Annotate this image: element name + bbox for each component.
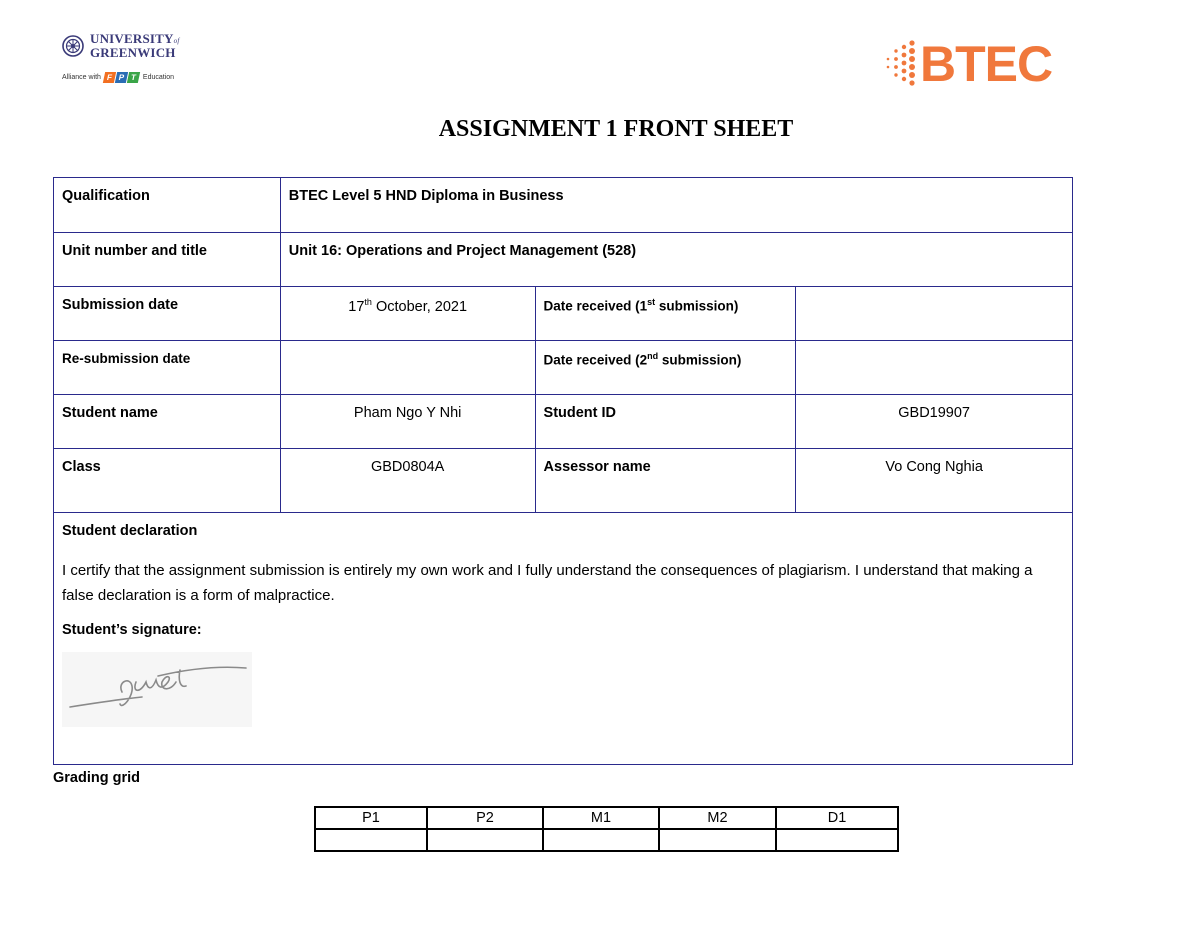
grade-cell-m2 bbox=[659, 829, 776, 851]
class-value: GBD0804A bbox=[280, 449, 535, 513]
class-label: Class bbox=[54, 449, 281, 513]
grading-grid-label: Grading grid bbox=[53, 770, 140, 786]
resubmission-row bbox=[54, 341, 1073, 395]
alliance-line: Alliance with F P T Education bbox=[62, 73, 175, 82]
grade-header-m1: M1 bbox=[543, 807, 659, 829]
unit-value: Unit 16: Operations and Project Management (528) bbox=[280, 233, 1072, 287]
qualification-label: Qualification bbox=[54, 178, 281, 233]
resubmission-date-value bbox=[280, 341, 535, 395]
grade-cell-p2 bbox=[427, 829, 543, 851]
university-name: UNIVERSITYof GREENWICH bbox=[90, 31, 180, 60]
unit-label: Unit number and title bbox=[54, 233, 281, 287]
student-id-value: GBD19907 bbox=[796, 395, 1073, 449]
grading-grid bbox=[314, 806, 899, 852]
btec-logo bbox=[882, 34, 1072, 94]
grade-cell-d1 bbox=[776, 829, 898, 851]
grading-value-row bbox=[315, 829, 898, 851]
qualification-value: BTEC Level 5 HND Diploma in Business bbox=[280, 178, 1072, 233]
submission-date-label: Submission date bbox=[54, 287, 281, 341]
page-title: ASSIGNMENT 1 FRONT SHEET bbox=[438, 116, 794, 142]
btec-dots-icon bbox=[882, 37, 918, 91]
first-received-label: Date received (1st submission) bbox=[535, 287, 796, 341]
grade-cell-p1 bbox=[315, 829, 427, 851]
second-received-label: Date received (2nd submission) bbox=[535, 341, 796, 395]
submission-date-value: 17th October, 2021 bbox=[280, 287, 535, 341]
signature-label: Student’s signature: bbox=[62, 622, 202, 638]
resubmission-date-label: Re-submission date bbox=[54, 341, 281, 395]
assessor-name-label: Assessor name bbox=[535, 449, 796, 513]
grade-header-p2: P2 bbox=[427, 807, 543, 829]
student-id-label: Student ID bbox=[535, 395, 796, 449]
declaration-text: I certify that the assignment submission is entirely my own work and I fully understand the consequences of plagiarism. I understand that making a false declaration is a form of malpractice. bbox=[62, 562, 1033, 604]
university-logo bbox=[62, 33, 192, 93]
second-received-value bbox=[796, 341, 1073, 395]
grade-cell-m1 bbox=[543, 829, 659, 851]
grade-header-d1: D1 bbox=[776, 807, 898, 829]
assessor-name-value: Vo Cong Nghia bbox=[796, 449, 1073, 513]
grade-header-m2: M2 bbox=[659, 807, 776, 829]
signature-image bbox=[62, 652, 252, 727]
university-crest-icon bbox=[62, 35, 84, 57]
declaration-row bbox=[54, 513, 1073, 765]
student-row bbox=[54, 395, 1073, 449]
submission-row bbox=[54, 287, 1073, 341]
unit-row bbox=[54, 233, 1073, 287]
student-name-label: Student name bbox=[54, 395, 281, 449]
grade-header-p1: P1 bbox=[315, 807, 427, 829]
fpt-logo: F P T bbox=[104, 72, 140, 83]
student-name-value: Pham Ngo Y Nhi bbox=[280, 395, 535, 449]
class-row bbox=[54, 449, 1073, 513]
grading-header-row bbox=[315, 807, 898, 829]
qualification-row bbox=[54, 178, 1073, 233]
btec-wordmark: BTEC bbox=[920, 36, 1053, 92]
front-sheet-table bbox=[53, 177, 1073, 765]
first-received-value bbox=[796, 287, 1073, 341]
declaration-cell bbox=[54, 513, 1073, 765]
declaration-heading: Student declaration bbox=[62, 523, 198, 539]
